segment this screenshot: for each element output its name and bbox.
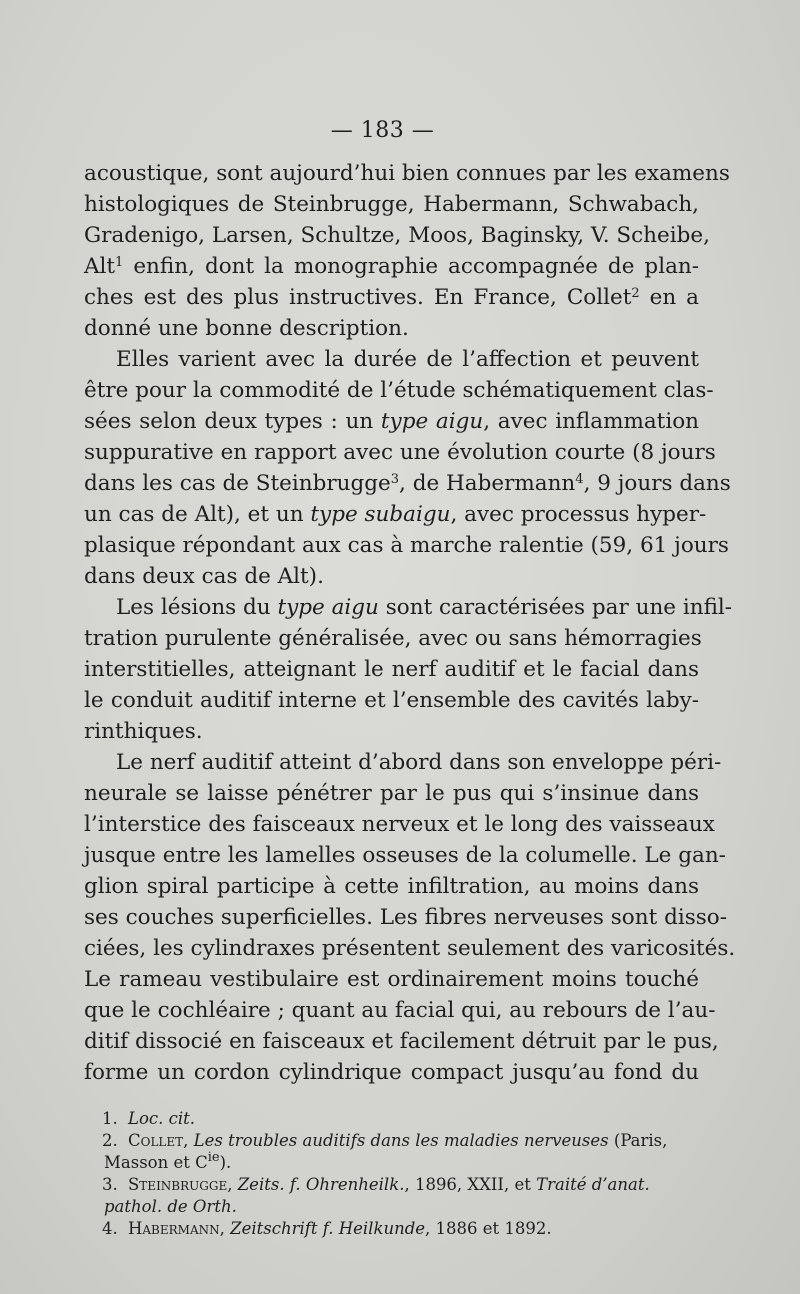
- text-line: Les lésions du type aigu sont caractérisées par une infil-: [116, 595, 733, 620]
- footnote-number: 3.: [102, 1175, 118, 1194]
- footnote-continuation: pathol. de Orth.: [104, 1197, 237, 1216]
- text-line: Gradenigo, Larsen, Schultze, Moos, Baginsky, V. Scheibe,: [84, 223, 710, 248]
- text-line: acoustique, sont aujourd’hui bien connues par les examens: [84, 161, 730, 186]
- text-line: Le nerf auditif atteint d’abord dans son enveloppe péri-: [116, 750, 722, 775]
- footnote: [104, 1218, 704, 1240]
- text-line: ciées, les cylindraxes présentent seulement des varicosités.: [84, 936, 736, 961]
- text-line: jusque entre les lamelles osseuses de la columelle. Le gan-: [84, 843, 726, 868]
- footnote: [104, 1108, 704, 1130]
- text-line: ches est des plus instructives. En France, Collet$^2$ en a: [84, 285, 699, 310]
- text-line: histologiques de Steinbrugge, Habermann, Schwabach,: [84, 192, 699, 217]
- text-line: dans les cas de Steinbrugge$^3$, de Habermann$^4$, 9 jours dans: [84, 471, 731, 496]
- text-line: Le rameau vestibulaire est ordinairement moins touché: [84, 967, 699, 992]
- text-line: plasique répondant aux cas à marche ralentie (59, 61 jours: [84, 533, 729, 558]
- text-line: que le cochléaire ; quant au facial qui, au rebours de l’au-: [84, 998, 716, 1023]
- text-line: rinthiques.: [84, 719, 203, 744]
- text-line: neurale se laisse pénétrer par le pus qui s’insinue dans: [84, 781, 699, 806]
- footnote-text: Collet, Les troubles auditifs dans les maladies nerveuses (Paris,: [128, 1131, 668, 1150]
- body-text: [84, 158, 736, 1088]
- footnote-continuation: Masson et $C^{ie}$).: [104, 1150, 232, 1172]
- paragraph: [84, 344, 731, 592]
- text-line: tration purulente généralisée, avec ou sans hémorragies: [84, 626, 702, 651]
- text-line: ses couches superficielles. Les fibres nerveuses sont disso-: [84, 905, 727, 930]
- text-line: Elles varient avec la durée de l’affection et peuvent: [116, 347, 699, 372]
- text-line: un cas de Alt), et un type subaigu, avec processus hyper-: [84, 502, 707, 527]
- text-line: suppurative en rapport avec une évolution courte (8 jours: [84, 440, 716, 465]
- footnote-number: 2.: [102, 1131, 118, 1150]
- footnote: [104, 1174, 704, 1196]
- text-line: interstitielles, atteignant le nerf auditif et le facial dans: [84, 657, 699, 682]
- paragraph: [84, 747, 736, 1088]
- text-line: le conduit auditif interne et l’ensemble des cavités laby-: [84, 688, 699, 713]
- paragraph: [84, 158, 730, 344]
- text-line: glion spiral participe à cette infiltration, au moins dans: [84, 874, 699, 899]
- text-line: donné une bonne description.: [84, 316, 409, 341]
- text-line: être pour la commodité de l’étude schématiquement clas-: [84, 378, 714, 403]
- footnote-text: Habermann, Zeitschrift f. Heilkunde, 1886 et 1892.: [128, 1219, 552, 1238]
- text-line: Alt$^1$ enfin, dont la monographie accompagnée de plan-: [84, 254, 699, 279]
- text-line: dans deux cas de Alt).: [84, 564, 324, 589]
- text-line: ditif dissocié en faisceaux et facilement détruit par le pus,: [84, 1029, 719, 1054]
- paragraph: [84, 592, 733, 747]
- footnote-text: Steinbrugge, Zeits. f. Ohrenheilk., 1896, XXII, et Traité d’anat.: [128, 1175, 650, 1194]
- text-line: sées selon deux types : un type aigu, avec inflammation: [84, 409, 699, 434]
- footnote: [104, 1130, 704, 1152]
- page-number: — 183 —: [330, 118, 435, 143]
- text-line: l’interstice des faisceaux nerveux et le long des vaisseaux: [84, 812, 715, 837]
- footnote-text: Loc. cit.: [128, 1109, 196, 1128]
- footnote-number: 1.: [102, 1109, 118, 1128]
- footnote-number: 4.: [102, 1219, 118, 1238]
- footnotes: [104, 1108, 704, 1240]
- text-line: forme un cordon cylindrique compact jusqu’au fond du: [84, 1060, 699, 1085]
